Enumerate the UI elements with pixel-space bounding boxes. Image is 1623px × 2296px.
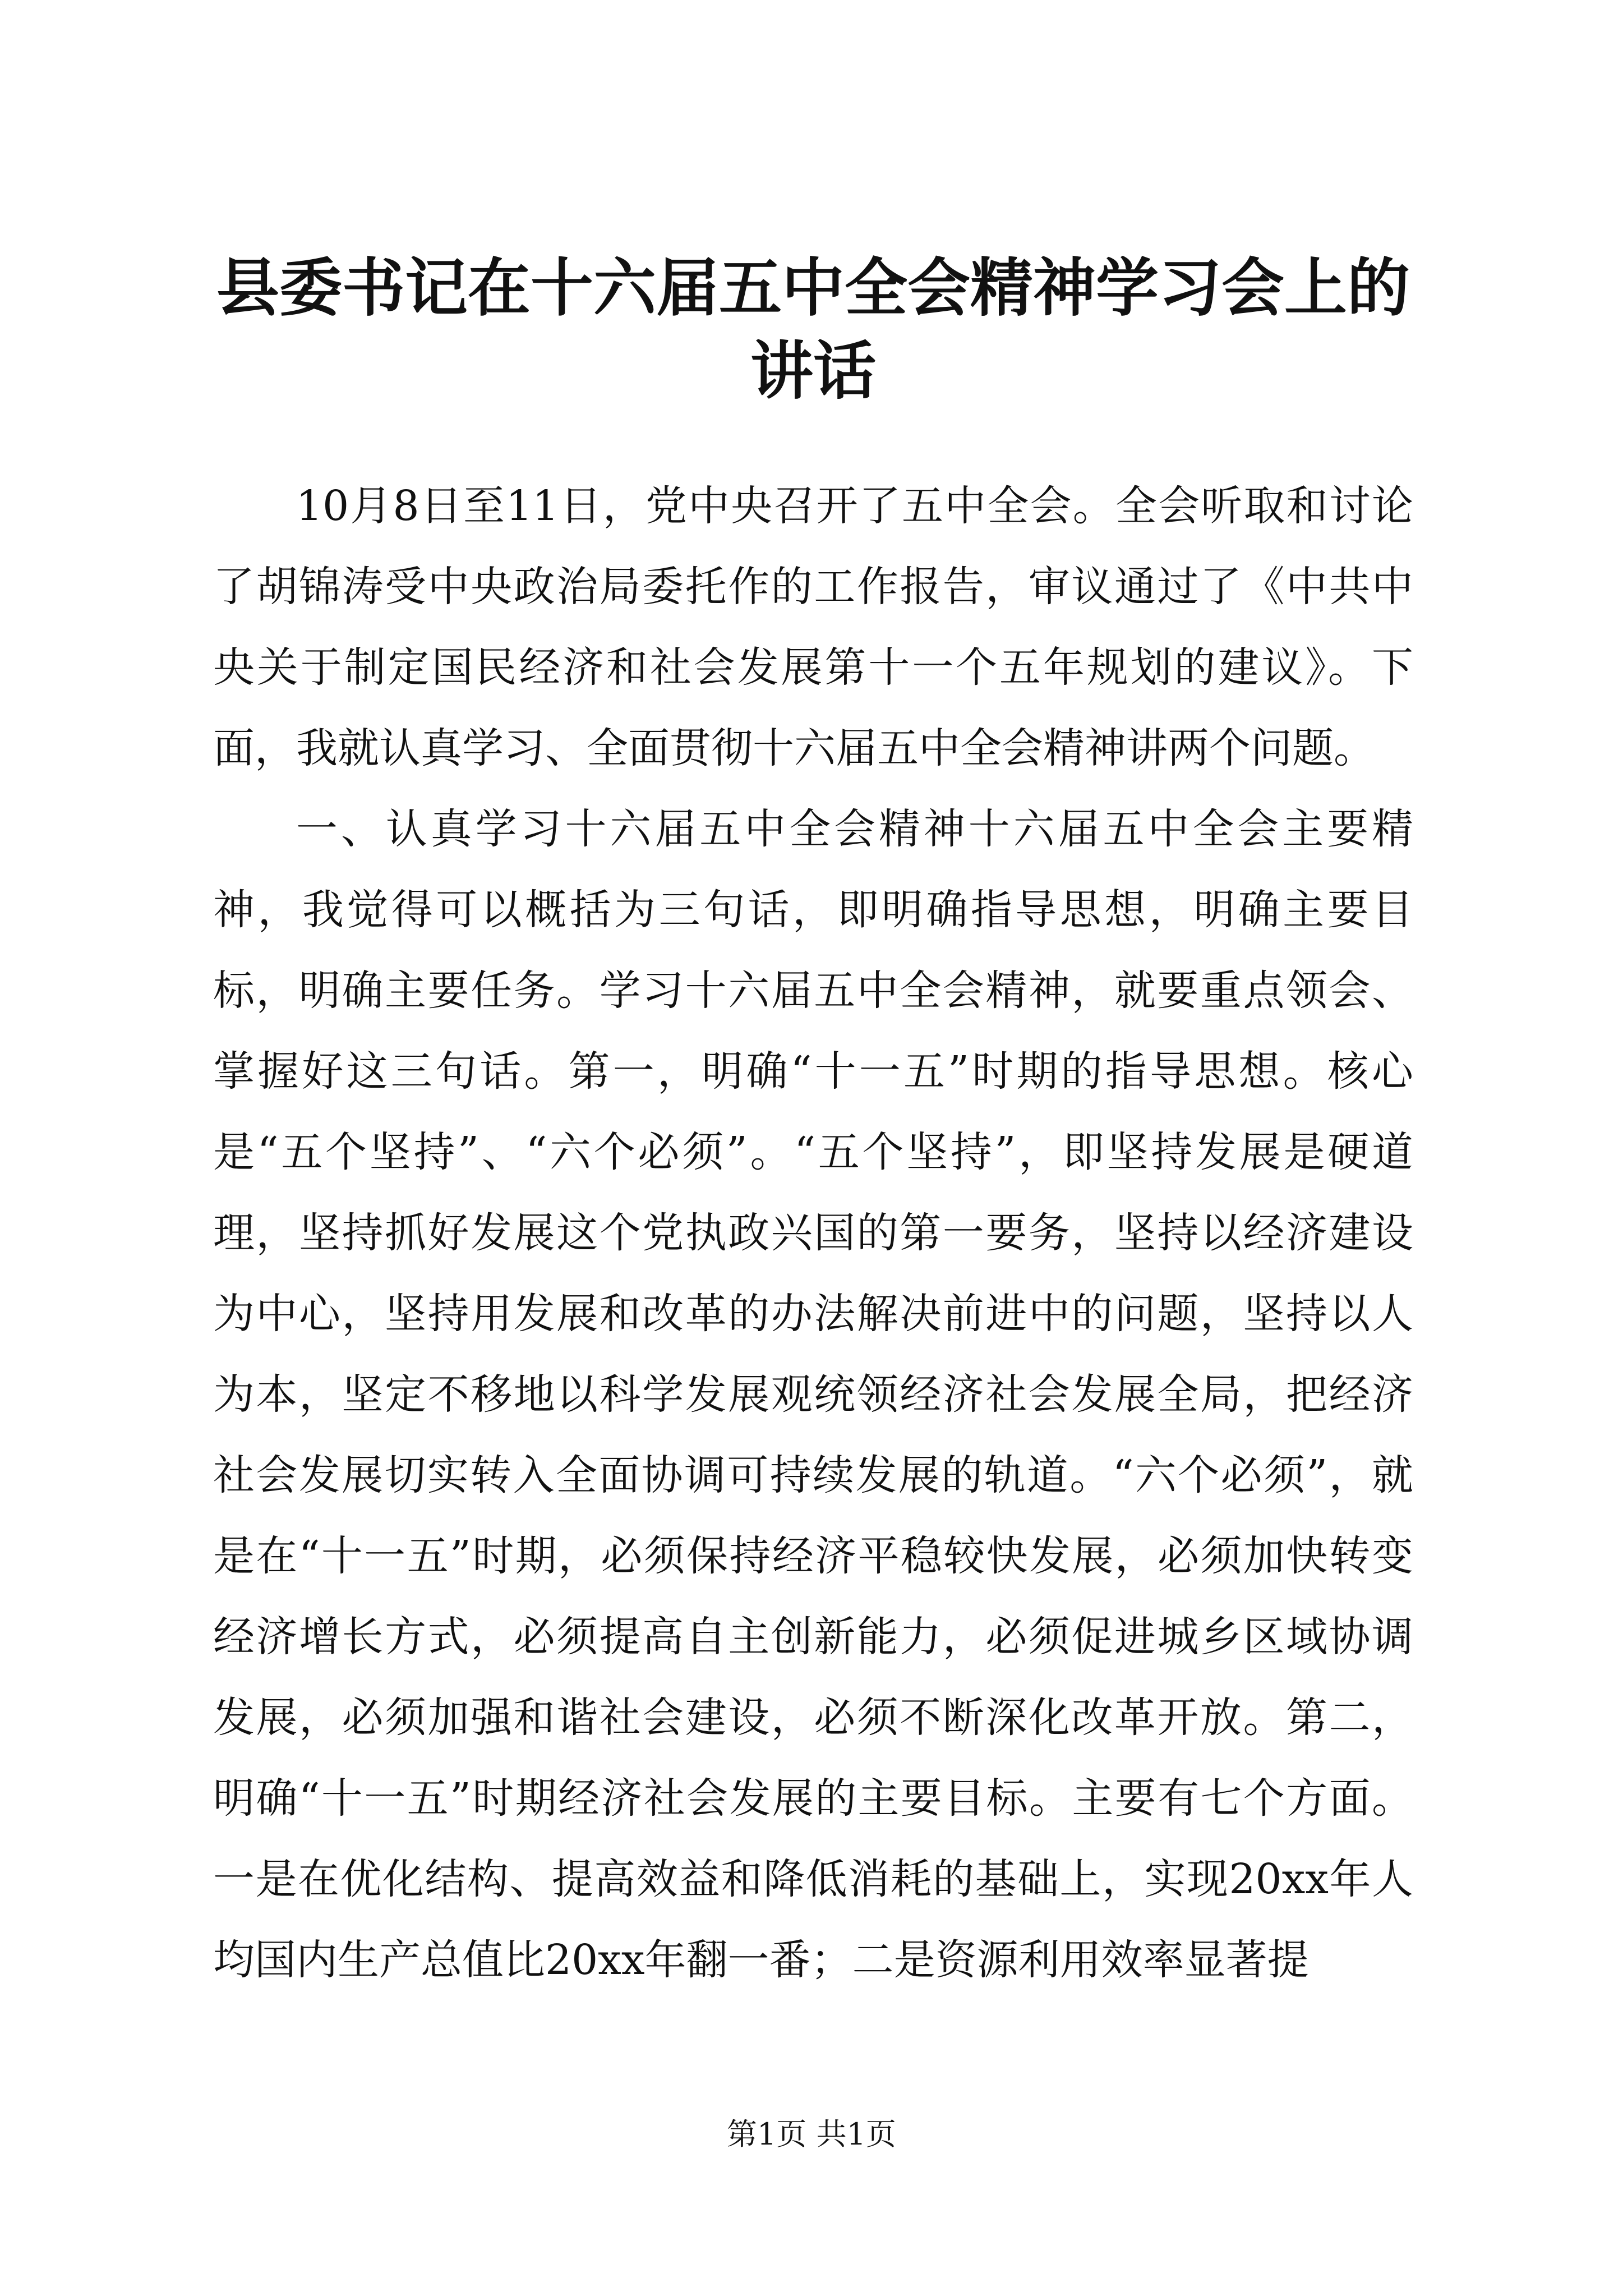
document-body — [213, 466, 1413, 2000]
paragraph-1: 10月8日至11日，党中央召开了五中全会。全会听取和讨论了胡锦涛受中央政治局委托作的工作报告，审议通过了《中共中央关于制定国民经济和社会发展第十一个五年规划的建议》。下面，我就认真学习、全面贯彻十六届五中全会精神讲两个问题。 — [213, 482, 1413, 772]
paragraph-2: 一、认真学习十六届五中全会精神十六届五中全会主要精神，我觉得可以概括为三句话，即明确指导思想，明确主要目标，明确主要任务。学习十六届五中全会精神，就要重点领会、掌握好这三句话。第一，明确“十一五”时期的指导思想。核心是“五个坚持”、“六个必须”。“五个坚持”，即坚持发展是硬道理，坚持抓好发展这个党执政兴国的第一要务，坚持以经济建设为中心，坚持用发展和改革的办法解决前进中的问题，坚持以人为本，坚定不移地以科学发展观统领经济社会发展全局，把经济社会发展切实转入全面协调可持续发展的轨道。“六个必须”，就是在“十一五”时期，必须保持经济平稳较快发展，必须加快转变经济增长方式，必须提高自主创新能力，必须促进城乡区域协调发展，必须加强和谐社会建设，必须不断深化改革开放。第二，明确“十一五”时期经济社会发展的主要目标。主要有七个方面。一是在优化结构、提高效益和降低消耗的基础上，实现20xx年人均国内生产总值比20xx年翻一番；二是资源利用效率显著提 — [213, 805, 1413, 1984]
page-footer: 第1页 共1页 — [727, 2116, 896, 2152]
document-title: 县委书记在十六届五中全会精神学习会上的讲话 — [216, 251, 1410, 408]
